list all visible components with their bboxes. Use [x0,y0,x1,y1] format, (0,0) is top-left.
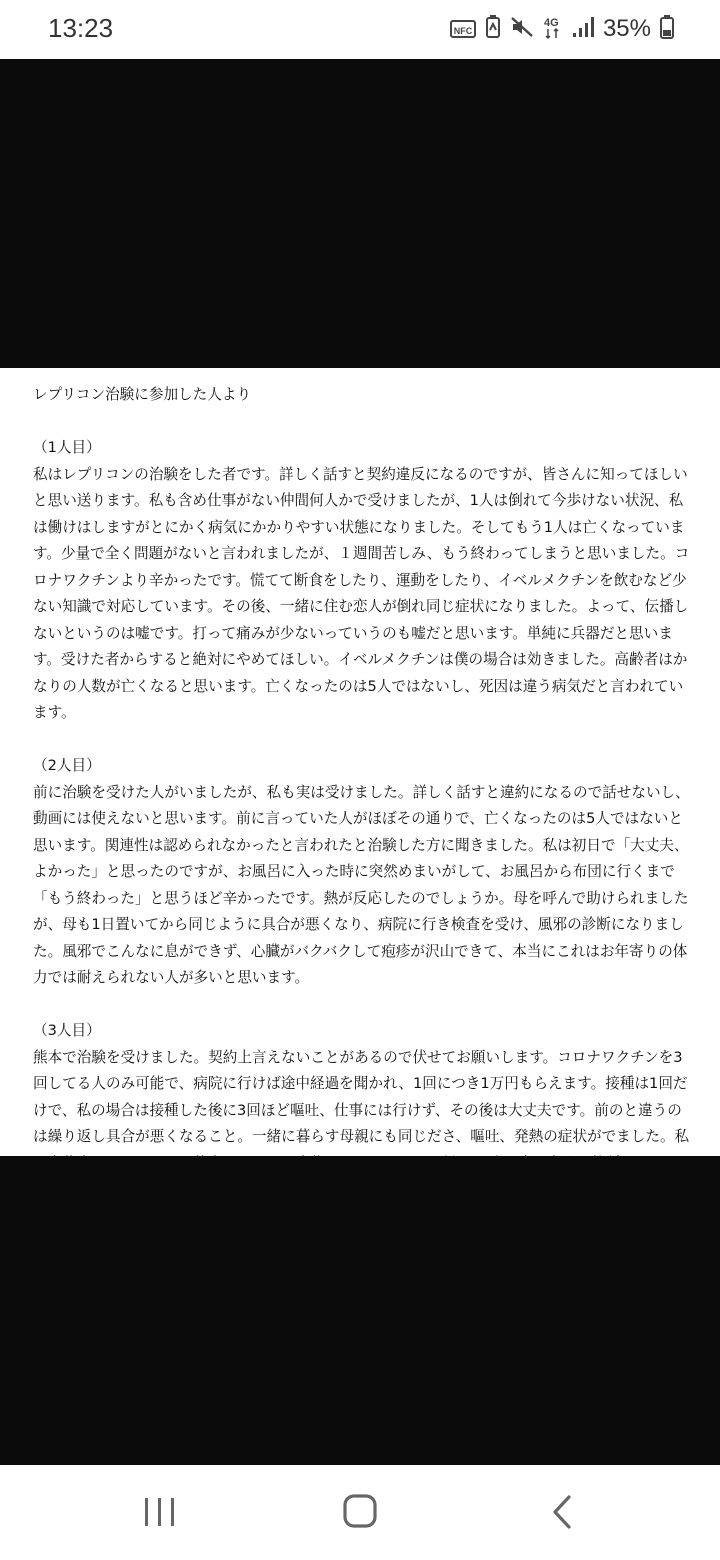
recent-apps-icon [130,1491,190,1535]
section-1-body: 私はレプリコンの治験をした者です。詳しく話すと契約違反になるのですが、皆さんに知ってほしいと思い送ります。私も含め仕事がない仲間何人かで受けましたが、1人は倒れて今歩けない状況、私は働けはしますがとにかく病気にかかりやすい状態になりました。そしてもう1人は亡くなっています。少量で全く問題がないと言われましたが、１週間苦しみ、もう終わってしまうと思いました。コロナワクチンより辛かったです。慌てて断食をしたり、運動をしたり、イベルメクチンを飲むなど少ない知識で対応しています。その後、一緒に住む恋人が倒れ同じ症状になりました。よって、伝播しないというのは嘘です。打って痛みが少ないっていうのも嘘だと思います。単純に兵器だと思います。受けた者からすると絶対にやめてほしい。イベルメクチンは僕の場合は効きました。高齢者はかなりの人数が亡くなると思います。亡くなったのは5人ではないし、死因は違う病気だと言われています。 [33,465,690,721]
back-icon [532,1491,592,1535]
top-image-area [0,59,720,368]
signal-icon [572,16,594,42]
section-2-label: （2人目） [33,757,101,774]
battery-icon [660,15,674,43]
back-button[interactable] [532,1491,592,1535]
home-button[interactable] [330,1491,390,1535]
section-3-label: （3人目） [33,1022,101,1039]
network-4g-icon [543,14,563,44]
status-bar [0,0,720,59]
section-2-body: 前に治験を受けた人がいましたが、私も実は受けました。詳しく話すと違約になるので話せないし、動画には使えないと思います。前に言っていた人がほぼその通りで、亡くなったのは5人ではないと思います。関連性は認められなかったと言われたと治験した方に聞きました。私は初日で「大丈夫、よかった」と思ったのですが、お風呂に入った時に突然めまいがして、お風呂から布団に行くまで「もう終わった」と思うほど辛かったです。熱が反応したのでしょうか。母を呼んで助けられましたが、母も1日置いてから同じように具合が悪くなり、病院に行き検査を受け、風邪の診断になりました。風邪でこんなに息ができず、心臓がバクバクして疱疹が沢山できて、本当にこれはお年寄りの体力では耐えられない人が多いと思います。 [33,783,690,986]
status-time: 13:23 [48,13,114,43]
battery-saver-icon [485,15,501,43]
status-icons [450,14,674,44]
article [33,382,693,1230]
mute-icon [510,15,534,43]
bottom-image-area [0,1156,720,1465]
article-title: レプリコン治験に参加した人より [33,386,252,403]
section-1-label: （1人目） [33,439,101,456]
navigation-bar [0,1465,720,1560]
recent-apps-button[interactable] [130,1491,190,1535]
nfc-icon: NFC [450,20,476,38]
section-3-body: 熊本で治験を受けました。契約上言えないことがあるので伏せてお願いします。コロナワクチンを3回してる人のみ可能で、病院に行けば途中経過を聞かれ、1回につき1万円もらえます。接種は1回だけで、私の場合は接種した後に3回ほど嘔吐、仕事には行けず、その後は大丈夫です。前のと違うのは繰り返し具合が悪くなること。一緒に暮らす母親にも同じださ、嘔吐、発熱の症状がでました。私 [33,1048,690,1145]
network-label: 4G [543,17,559,29]
battery-percent: 35% [602,15,651,42]
home-icon [330,1491,390,1535]
